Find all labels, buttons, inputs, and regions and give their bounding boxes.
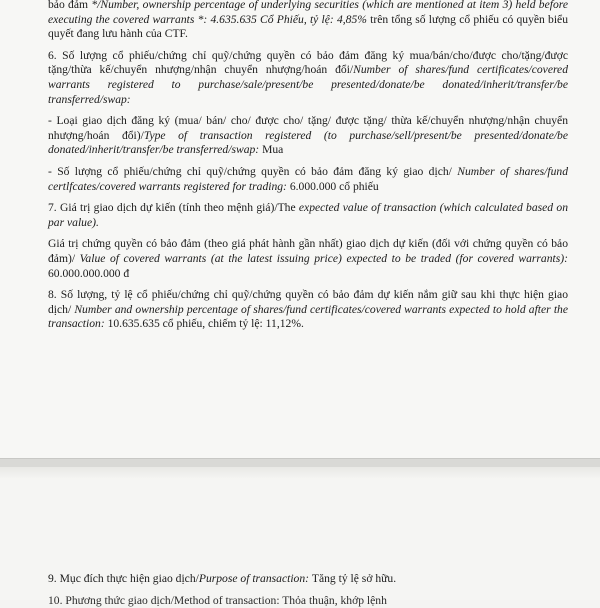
item-6-transaction-type: - Loại giao dịch đăng ký (mua/ bán/ cho/ được cho/ tặng/ được tặng/ thừa kế/chuyển nhượng/nhận chuyển nhượng/hoán đổi)/Type of transaction registered (to purchase/sell/present/be presented/donate/be donated/inherit/transfer/be transferred/swap: Mua xyxy=(48,114,568,157)
item-6: 6. Số lượng cổ phiếu/chứng chỉ quỹ/chứng quyền có bảo đảm đăng ký mua/bán/cho/được cho/tặng/được tặng/thừa kế/chuyển nhượng/nhận chuyển nhượng/hoán đổi/Number of shares/fund certificates/covered warrants registered to purchase/sale/present/be presented/donate/be donated/inherit/transfer/be transferred/swap: xyxy=(48,48,568,106)
item-8: 8. Số lượng, tỷ lệ cổ phiếu/chứng chỉ quỹ/chứng quyền có bảo đảm dự kiến nắm giữ sau khi thực hiện giao dịch/ Number and ownership percentage of shares/fund certificates/covered warrants expected to hold after the transaction: 10.635.635 cổ phiếu, chiếm tỷ lệ: 11,12%. xyxy=(48,288,568,331)
item-5-continued: bảo đảm */Number, ownership percentage of underlying securities (which are mentioned at item 3) held before executing the covered warrants *: 4.635.635 Cổ Phiếu, tỷ lệ: 4,85% trên tổng số lượng cổ phiếu có quyền biểu quyết đang lưu hành của CTF. xyxy=(48,0,568,41)
lower-text-block xyxy=(48,572,568,587)
item-9: 9. Mục đích thực hiện giao dịch/Purpose of transaction: Tăng tỷ lệ sở hữu. xyxy=(48,572,397,585)
upper-text-block xyxy=(48,0,568,332)
item-10-cut-off: 10. Phương thức giao dịch/Method of transaction: Thỏa thuận, khớp lệnh xyxy=(48,594,387,607)
item-7-value: Giá trị chứng quyền có bảo đảm (theo giá phát hành gần nhất) giao dịch dự kiến (đối với chứng quyền có bảo đảm)/ Value of covered warrants (at the latest issuing price) expected to be traded (for covered warrants): 60.000.000.000 đ xyxy=(48,237,568,280)
item-6-quantity: - Số lượng cổ phiếu/chứng chỉ quỹ/chứng quyền có bảo đảm đăng ký giao dịch/ Number of shares/fund certlfcates/covered warrants registered for trading: 6.000.000 cổ phiếu xyxy=(48,164,568,193)
item-7: 7. Giá trị giao dịch dự kiến (tính theo mệnh giá)/The expected value of transaction (which calculated based on par value). xyxy=(48,201,568,229)
